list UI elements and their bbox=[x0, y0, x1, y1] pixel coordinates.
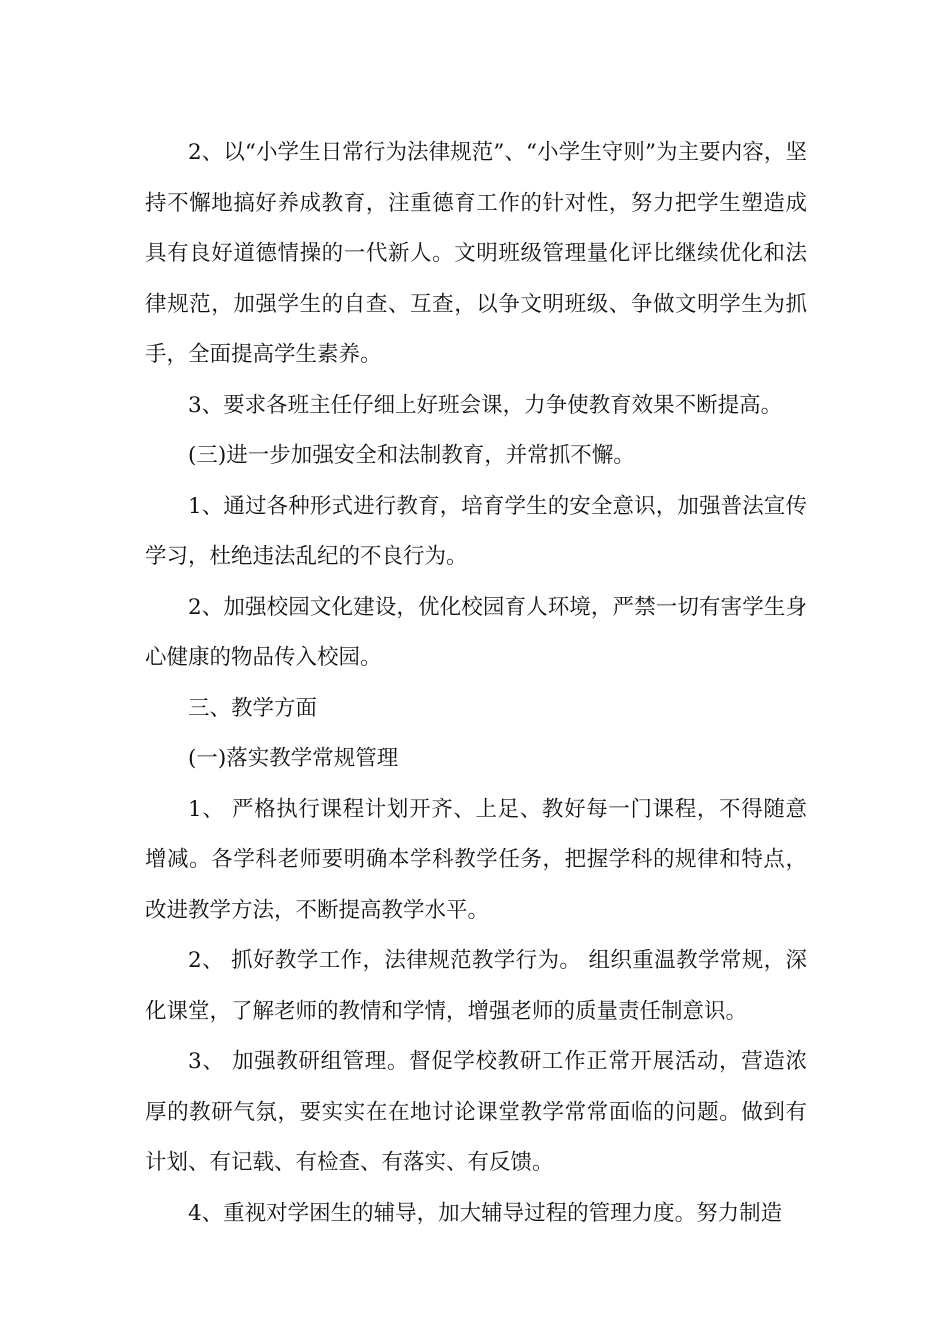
document-body bbox=[145, 128, 807, 1239]
paragraph-moral-norms: 2、以“小学生日常行为法律规范”、“小学生守则”为主要内容，坚持不懈地搞好养成教育，注重德育工作的针对性，努力把学生塑造成具有良好道德情操的一代新人。文明班级管理量化评比继续优化和法律规范，加强学生的自查、互查，以争文明班级、争做文明学生为抓手，全面提高学生素养。 bbox=[145, 140, 807, 367]
paragraph-research-group: 3、 加强教研组管理。督促学校教研工作正常开展活动，营造浓厚的教研气氛，要实实在在地讨论课堂教学常常面临的问题。做到有计划、有记载、有检查、有落实、有反馈。 bbox=[145, 1049, 807, 1175]
heading-teaching-routine: (一)落实教学常规管理 bbox=[188, 746, 399, 771]
paragraph-struggling-students: 4、重视对学困生的辅导，加大辅导过程的管理力度。努力制造 bbox=[188, 1200, 783, 1226]
paragraph-safety-awareness: 1、通过各种形式进行教育，培育学生的安全意识，加强普法宣传学习，杜绝违法乱纪的不良行为。 bbox=[145, 493, 807, 569]
heading-safety-legal-education: (三)进一步加强安全和法制教育，并常抓不懈。 bbox=[188, 443, 635, 468]
heading-teaching: 三、教学方面 bbox=[188, 695, 318, 721]
paragraph-campus-culture: 2、加强校园文化建设，优化校园育人环境，严禁一切有害学生身心健康的物品传入校园。 bbox=[145, 594, 807, 670]
paragraph-teaching-behavior: 2、 抓好教学工作，法律规范教学行为。 组织重温教学常规，深化课堂，了解老师的教情和学情，增强老师的质量责任制意识。 bbox=[145, 948, 807, 1024]
paragraph-class-meeting: 3、要求各班主任仔细上好班会课，力争使教育效果不断提高。 bbox=[188, 392, 783, 418]
paragraph-curriculum-plan: 1、 严格执行课程计划开齐、上足、教好每一门课程，不得随意增减。各学科老师要明确本学科教学任务，把握学科的规律和特点，改进教学方法，不断提高教学水平。 bbox=[145, 796, 807, 923]
